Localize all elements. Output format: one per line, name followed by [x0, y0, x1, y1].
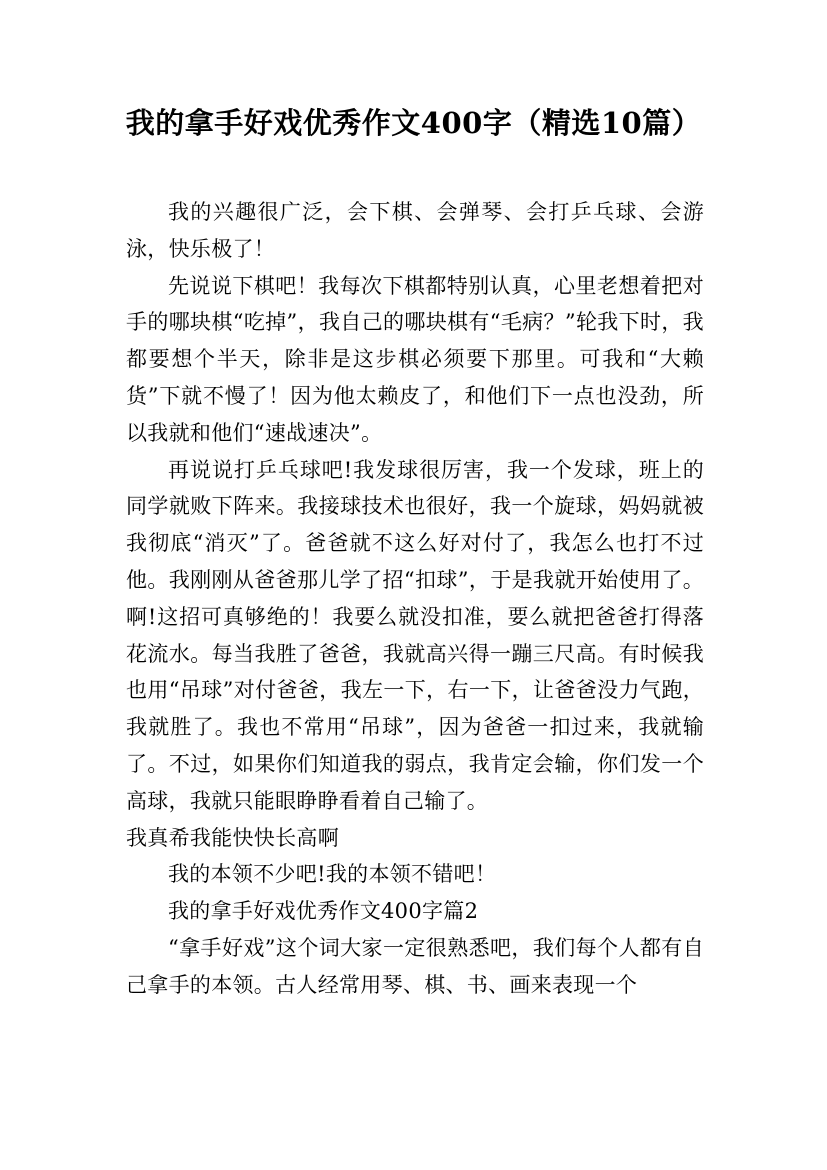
paragraph: “拿手好戏”这个词大家一定很熟悉吧，我们每个人都有自己拿手的本领。古人经常用琴、棋、书、画来表现一个 — [126, 935, 704, 997]
document-title: 我的拿手好戏优秀作文400字（精选10篇） — [125, 106, 702, 140]
paragraph: 我真希我能快快长高啊 — [126, 825, 339, 850]
paragraph: 我的兴趣很广泛，会下棋、会弹琴、会打乒乓球、会游泳，快乐极了！ — [126, 200, 704, 261]
paragraph: 我的本领不少吧!我的本领不错吧！ — [168, 862, 497, 887]
document-body — [126, 194, 704, 1004]
paragraph: 再说说打乒乓球吧!我发球很厉害，我一个发球，班上的同学就败下阵来。我接球技术也很好，我一个旋球，妈妈就被我彻底“消灭”了。爸爸就不这么好对付了，我怎么也打不过他。我刚刚从爸爸那儿学了招“扣球”，于是我就开始使用了。啊!这招可真够绝的！我要么就没扣准，要么就把爸爸打得落花流水。每当我胜了爸爸，我就高兴得一蹦三尺高。有时候我也用“吊球”对付爸爸，我左一下，右一下，让爸爸没力气跑，我就胜了。我也不常用“吊球”，因为爸爸一扣过来，我就输了。不过，如果你们知道我的弱点，我肯定会输，你们发一个高球，我就只能眼睁睁看着自己输了。 — [126, 457, 704, 813]
section-heading: 我的拿手好戏优秀作文400字篇2 — [168, 899, 479, 924]
paragraph: 先说说下棋吧！我每次下棋都特别认真，心里老想着把对手的哪块棋“吃掉”，我自己的哪块棋有“毛病？”轮我下时，我都要想个半天，除非是这步棋必须要下那里。可我和“大赖货”下就不慢了！因为他太赖皮了，和他们下一点也没劲，所以我就和他们“速战速决”。 — [126, 273, 704, 445]
